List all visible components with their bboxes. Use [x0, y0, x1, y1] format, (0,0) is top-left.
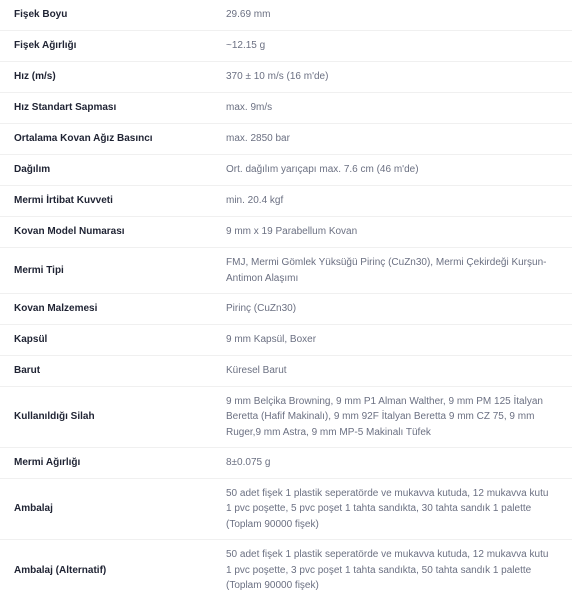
- spec-value: 50 adet fişek 1 plastik seperatörde ve mukavva kutuda, 12 mukavva kutu 1 pvc poşette, 5 pvc poşet 1 tahta sandıkta, 30 tahta sandık 1 palette (Toplam 90000 fişek): [226, 487, 549, 530]
- spec-row: [0, 124, 572, 155]
- spec-label: Ortalama Kovan Ağız Basıncı: [14, 133, 153, 144]
- spec-label: Mermi İrtibat Kuvveti: [14, 195, 113, 206]
- spec-row: [0, 0, 572, 31]
- spec-row: [0, 217, 572, 248]
- spec-row: [0, 387, 572, 448]
- spec-value: 50 adet fişek 1 plastik seperatörde ve mukavva kutuda, 12 mukavva kutu 1 pvc poşette, 3 pvc poşet 1 tahta sandıkta, 50 tahta sandık 1 palette (Toplam 90000 fişek): [226, 549, 549, 592]
- spec-value: 29.69 mm: [226, 9, 271, 21]
- spec-row: [0, 93, 572, 124]
- spec-label: Ambalaj: [14, 503, 53, 514]
- spec-value: 370 ± 10 m/s (16 m'de): [226, 71, 329, 83]
- spec-row: [0, 62, 572, 93]
- spec-row: [0, 155, 572, 186]
- spec-value: 8±0.075 g: [226, 457, 271, 469]
- spec-row: [0, 325, 572, 356]
- spec-row: [0, 356, 572, 387]
- spec-label: Ambalaj (Alternatif): [14, 564, 107, 576]
- spec-row: [0, 448, 572, 479]
- spec-label: Hız (m/s): [14, 71, 56, 82]
- spec-row: [0, 479, 572, 540]
- spec-label: Mermi Tipi: [14, 264, 64, 276]
- spec-value: ~12.15 g: [226, 40, 266, 52]
- spec-label: Kullanıldığı Silah: [14, 411, 95, 422]
- spec-label: Mermi Ağırlığı: [14, 457, 81, 468]
- spec-value: FMJ, Mermi Gömlek Yüksüğü Pirinç (CuZn30), Mermi Çekirdeği Kurşun-Antimon Alaşımı: [226, 257, 547, 284]
- spec-label: Kapsül: [14, 334, 48, 345]
- spec-value: Ort. dağılım yarıçapı max. 7.6 cm (46 m'de): [226, 164, 419, 176]
- spec-label: Fişek Boyu: [14, 9, 68, 20]
- spec-label: Hız Standart Sapması: [14, 102, 117, 113]
- spec-row: [0, 540, 572, 601]
- spec-label: Fişek Ağırlığı: [14, 40, 77, 51]
- spec-row: [0, 294, 572, 325]
- spec-label: Kovan Model Numarası: [14, 226, 125, 237]
- spec-row: [0, 186, 572, 217]
- spec-label: Kovan Malzemesi: [14, 303, 98, 314]
- spec-row: [0, 248, 572, 294]
- spec-value: 9 mm Kapsül, Boxer: [226, 334, 317, 346]
- spec-value: Pirinç (CuZn30): [226, 303, 297, 315]
- spec-row: [0, 31, 572, 62]
- spec-value: 9 mm Belçika Browning, 9 mm P1 Alman Walther, 9 mm PM 125 İtalyan Beretta (Hafif Makinalı), 9 mm 92F İtalyan Beretta 9 mm CZ 75, 9 mm Ruger,9 mm Astra, 9 mm MP-5 Makinalı Tüfek: [226, 395, 543, 438]
- spec-value: Küresel Barut: [226, 365, 287, 377]
- spec-value: 9 mm x 19 Parabellum Kovan: [226, 226, 358, 238]
- spec-value: max. 9m/s: [226, 102, 273, 114]
- spec-value: max. 2850 bar: [226, 133, 290, 145]
- spec-label: Barut: [14, 365, 41, 376]
- spec-label: Dağılım: [14, 164, 51, 175]
- spec-value: min. 20.4 kgf: [226, 195, 284, 207]
